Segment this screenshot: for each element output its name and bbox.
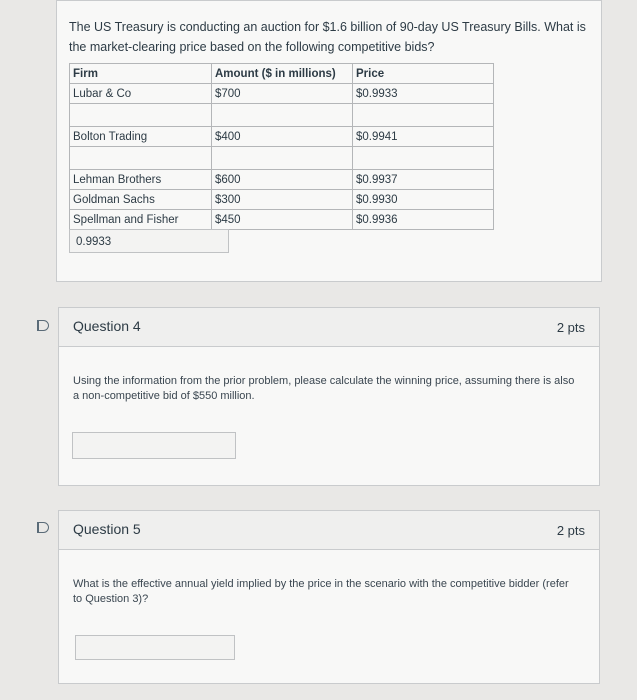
flag-question-5-icon[interactable] bbox=[37, 522, 49, 533]
cell-price: $0.9930 bbox=[353, 190, 494, 210]
question-5-header bbox=[59, 511, 599, 550]
question-5-answer-input[interactable] bbox=[75, 635, 235, 660]
cell-firm: Bolton Trading bbox=[70, 127, 212, 147]
question-4-header bbox=[59, 308, 599, 347]
question-4-points: 2 pts bbox=[556, 320, 585, 335]
table-row bbox=[70, 84, 494, 104]
question-4-answer-input[interactable] bbox=[72, 432, 236, 459]
flag-question-4-icon[interactable] bbox=[37, 320, 49, 331]
table-row bbox=[70, 210, 494, 230]
table-spacer-row bbox=[70, 104, 494, 127]
question-5-points: 2 pts bbox=[556, 523, 585, 538]
question-3-prompt: The US Treasury is conducting an auction for $1.6 billion of 90-day US Treasury Bills. What is the market-clearing price based on the following competitive bids? bbox=[69, 20, 586, 54]
question-4-title: Question 4 bbox=[73, 318, 141, 334]
header-firm: Firm bbox=[70, 64, 212, 84]
cell-amount: $700 bbox=[212, 84, 353, 104]
cell-amount: $600 bbox=[212, 170, 353, 190]
header-price: Price bbox=[353, 64, 494, 84]
question-5-card bbox=[58, 510, 600, 684]
cell-firm: Spellman and Fisher bbox=[70, 210, 212, 230]
cell-firm: Goldman Sachs bbox=[70, 190, 212, 210]
question-4-prompt: Using the information from the prior problem, please calculate the winning price, assuming there is also a non-competitive bid of $550 million. bbox=[73, 375, 575, 402]
cell-firm: Lehman Brothers bbox=[70, 170, 212, 190]
cell-price: $0.9933 bbox=[353, 84, 494, 104]
question-4-card bbox=[58, 307, 600, 486]
cell-price: $0.9936 bbox=[353, 210, 494, 230]
cell-firm: Lubar & Co bbox=[70, 84, 212, 104]
table-row bbox=[70, 190, 494, 210]
question-3-answer-input[interactable]: 0.9933 bbox=[69, 229, 229, 253]
bids-table bbox=[69, 63, 494, 230]
header-amount: Amount ($ in millions) bbox=[212, 64, 353, 84]
cell-amount: $450 bbox=[212, 210, 353, 230]
cell-price: $0.9941 bbox=[353, 127, 494, 147]
table-row bbox=[70, 127, 494, 147]
cell-price: $0.9937 bbox=[353, 170, 494, 190]
question-3-card bbox=[56, 0, 602, 282]
table-header-row bbox=[70, 64, 494, 84]
question-5-title: Question 5 bbox=[73, 521, 141, 537]
cell-amount: $400 bbox=[212, 127, 353, 147]
table-row bbox=[70, 170, 494, 190]
cell-amount: $300 bbox=[212, 190, 353, 210]
question-5-prompt: What is the effective annual yield implied by the price in the scenario with the competitive bidder (refer to Question 3)? bbox=[73, 578, 569, 605]
table-spacer-row bbox=[70, 147, 494, 170]
